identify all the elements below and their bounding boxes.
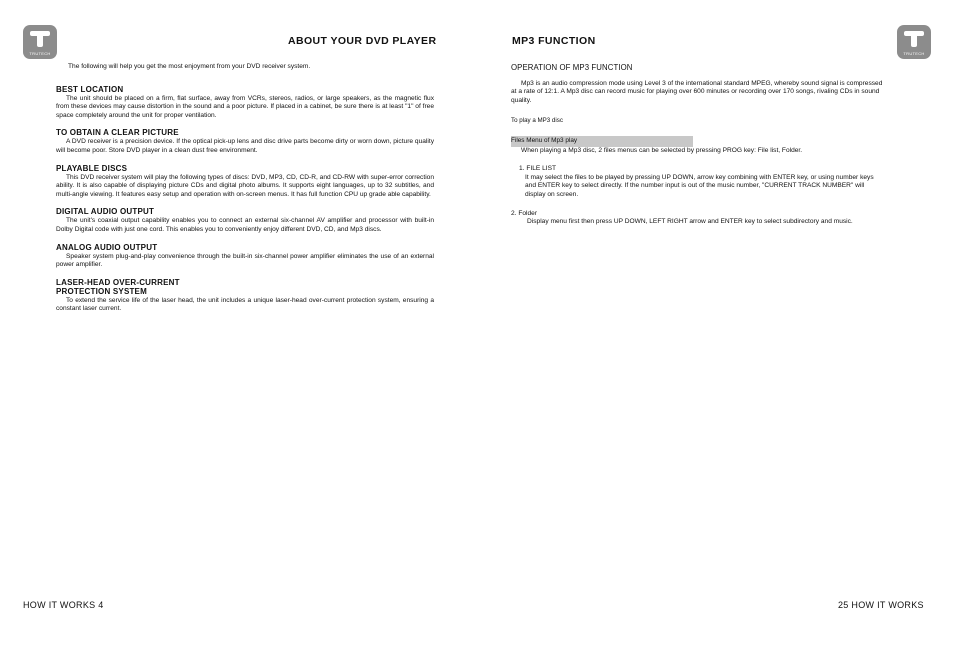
intro-text: The following will help you get the most enjoyment from your DVD receiver system. <box>68 63 311 70</box>
section-playable-discs <box>56 164 434 200</box>
section-body: The unit should be placed on a firm, flat surface, away from VCRs, stereos, radios, or large speakers, as the magnetic flux from these devices may cause distortion in the sound and a poor picture. If placed in a cabinet, be sure there is at least "1" of free space completely around the unit for proper ventilation. <box>56 94 434 119</box>
section-heading: DIGITAL AUDIO OUTPUT <box>56 207 155 217</box>
logo-text: TRUTECH <box>903 51 925 56</box>
section-laser-protection <box>56 278 434 314</box>
brand-logo <box>897 25 931 59</box>
file-list-title: 1. FILE LIST <box>519 165 557 173</box>
folder-body: Display menu first then press UP DOWN, LEFT RIGHT arrow and ENTER key to select subdirectory and music. <box>527 218 853 226</box>
section-heading: LASER-HEAD OVER-CURRENT PROTECTION SYSTEM <box>56 277 180 296</box>
left-page-content <box>56 63 434 322</box>
section-heading: TO OBTAIN A CLEAR PICTURE <box>56 128 179 138</box>
files-menu-heading: Files Menu of Mp3 play <box>511 136 693 147</box>
section-heading: ANALOG AUDIO OUTPUT <box>56 242 158 252</box>
brand-logo <box>23 25 57 59</box>
intro-text: Mp3 is an audio compression mode using Level 3 of the international standard MPEG, whereby sound signal is compressed at a rate of 12:1. A Mp3 disc can record music for playing over 600 minutes or recording over 170 songs, rivaling CDs in sound quality. <box>511 79 883 104</box>
subtitle: OPERATION OF MP3 FUNCTION <box>511 63 633 72</box>
section-body: Speaker system plug-and-play convenience through the built-in six-channel power amplifier eliminates the use of an external power amplifier. <box>56 252 434 269</box>
section-digital-audio <box>56 207 434 234</box>
right-page-content <box>511 64 885 227</box>
section-heading: PLAYABLE DISCS <box>56 163 128 173</box>
file-list-body: It may select the files to be played by pressing UP DOWN, arrow key combining with ENTER key, or using number keys and ENTER key to select directly. If the number input is out of the music number, "CURRENT TRACK NUMBER" will display on screen. <box>525 173 874 198</box>
section-best-location <box>56 85 434 121</box>
page-title-right: MP3 FUNCTION <box>512 35 596 47</box>
page-footer-right: 25 HOW IT WORKS <box>838 600 924 610</box>
to-play-label: To play a MP3 disc <box>511 117 563 125</box>
section-clear-picture <box>56 128 434 155</box>
section-body: To extend the service life of the laser head, the unit includes a unique laser-head over-current protection system, ensuring a constant laser current. <box>56 296 434 313</box>
section-body: A DVD receiver is a precision device. If the optical pick-up lens and disc drive parts become dirty or worn down, picture quality will become poor. Store DVD player in a clean dust free environment. <box>56 138 434 154</box>
files-menu-body: When playing a Mp3 disc, 2 files menus can be selected by pressing PROG key: File list, Folder. <box>521 146 803 154</box>
section-analog-audio <box>56 243 434 270</box>
section-heading: BEST LOCATION <box>56 84 124 94</box>
page-title-left: ABOUT YOUR DVD PLAYER <box>288 35 437 47</box>
page-footer-left: HOW IT WORKS 4 <box>23 600 104 610</box>
logo-text: TRUTECH <box>29 51 51 56</box>
folder-title: 2. Folder <box>511 209 538 217</box>
section-body: The unit's coaxial output capability enables you to connect an external six-channel AV amplifier and processor with built-in Dolby Digital code with just one cord. This enables you to conveniently enjoy different DVD, CD, and Mp3 discs. <box>56 217 434 233</box>
section-body: This DVD receiver system will play the following types of discs: DVD, MP3, CD, CD-R, and CD-RW with super-error correction ability. It is also capable of displaying picture CDs and digital photo albums. It supports eight languages, up to 32 subtitles, and multi-angle viewing. It features easy setup and operation with on-screen menus. It has full function CPU up grade able capability. <box>56 173 434 198</box>
